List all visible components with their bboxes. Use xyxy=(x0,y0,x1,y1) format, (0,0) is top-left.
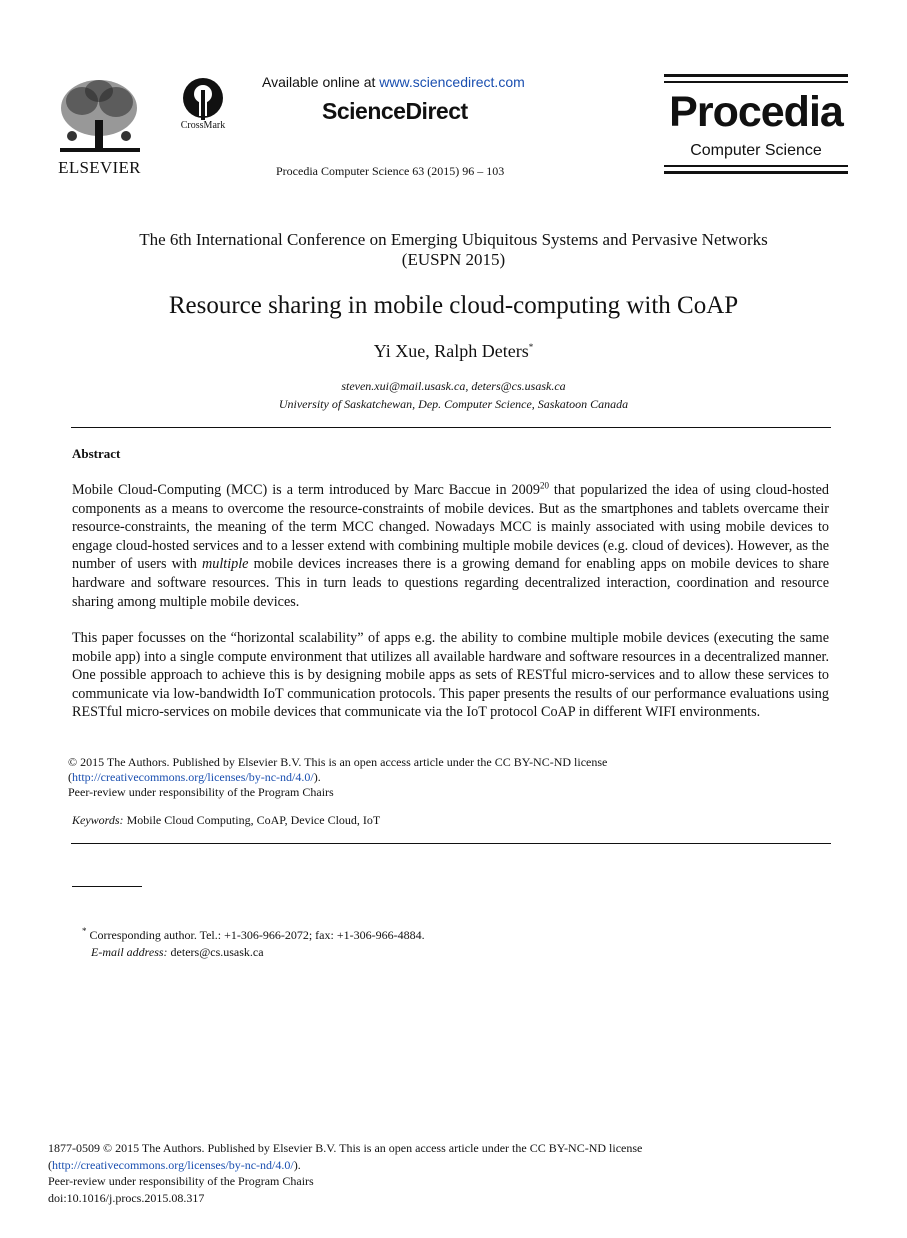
license-line: © 2015 The Authors. Published by Elsevier B.V. This is an open access article under the CC BY-NC-ND license xyxy=(68,755,608,769)
abstract-paragraph xyxy=(72,481,829,611)
emphasis: multiple xyxy=(201,556,249,573)
keywords-label: Keywords: xyxy=(72,813,124,827)
conference-name xyxy=(60,230,847,270)
conference-line: (EUSPN 2015) xyxy=(401,250,506,269)
peer-review-line: Peer-review under responsibility of the Program Chairs xyxy=(68,785,334,799)
affiliation: University of Saskatchewan, Dep. Computer Science, Saskatoon Canada xyxy=(278,397,629,411)
divider xyxy=(71,427,831,428)
license-notice xyxy=(68,755,607,800)
email-line xyxy=(82,944,425,961)
sciencedirect-link[interactable]: www.sciencedirect.com xyxy=(379,74,525,90)
license-link[interactable]: http://creativecommons.org/licenses/by-nc-nd/4.0/ xyxy=(72,770,314,784)
corresponding-mark: * xyxy=(528,342,534,352)
email-label: E-mail address: xyxy=(91,945,168,959)
email-address: deters@cs.usask.ca xyxy=(167,945,264,959)
publication-info xyxy=(48,1140,642,1206)
logo-bar xyxy=(664,74,848,77)
issn-license-line: 1877-0509 © 2015 The Authors. Published by Elsevier B.V. This is an open access article under the CC BY-NC-ND license xyxy=(48,1141,643,1155)
abstract-text: mobile devices increases there is a growing demand for enabling apps on mobile devices to share hardware and software resources. This in turn leads to questions regarding decentralized interaction, coordination and resource sharing among multiple mobile devices. xyxy=(72,556,829,610)
logo-bar xyxy=(664,81,848,83)
elsevier-wordmark: ELSEVIER xyxy=(58,158,141,177)
footnote-rule xyxy=(72,886,142,887)
procedia-title: Procedia xyxy=(669,88,843,136)
keywords xyxy=(72,813,380,828)
footnote xyxy=(82,927,425,961)
footnote-mark: * xyxy=(82,926,87,936)
corresponding-text: Corresponding author. Tel.: +1-306-966-2072; fax: +1-306-966-4884. xyxy=(86,928,425,942)
logo-bar xyxy=(664,171,848,174)
conference-line: The 6th International Conference on Emerging Ubiquitous Systems and Pervasive Networks xyxy=(139,230,768,249)
available-online-line xyxy=(262,74,525,90)
logo-bar xyxy=(664,165,848,167)
abstract-paragraph: This paper focusses on the “horizontal scalability” of apps e.g. the ability to combine multiple mobile devices (executing the same mobile app) into a single compute environment that utilizes all available hardware and software resources in a decentralized manner. One possible approach to achieve this is by designing mobile apps as sets of RESTful micro-services and to allow these services to communicate via low-bandwidth IoT communication protocols. This paper presents the results of our performance evaluations using RESTful micro-services on mobile devices that communicate via the IoT protocol CoAP in different WIFI environments. xyxy=(72,630,829,721)
journal-reference: Procedia Computer Science 63 (2015) 96 – 103 xyxy=(276,164,505,178)
abstract-text: Mobile Cloud-Computing (MCC) is a term introduced by Marc Baccue in 2009 xyxy=(72,482,540,498)
license-link[interactable]: http://creativecommons.org/licenses/by-nc-nd/4.0/ xyxy=(52,1157,294,1172)
author-emails: steven.xui@mail.usask.ca, deters@cs.usask.ca xyxy=(341,379,566,393)
corresponding-author xyxy=(82,927,425,944)
peer-review-line: Peer-review under responsibility of the Program Chairs xyxy=(48,1174,314,1188)
sciencedirect-logo: ScienceDirect xyxy=(322,98,468,124)
procedia-subtitle: Computer Science xyxy=(690,142,822,159)
author-names: Yi Xue, Ralph Deters xyxy=(373,341,529,361)
paper-title: Resource sharing in mobile cloud-computing with CoAP xyxy=(168,292,739,319)
doi[interactable]: doi:10.1016/j.procs.2015.08.317 xyxy=(48,1190,205,1205)
keywords-values: Mobile Cloud Computing, CoAP, Device Cloud, IoT xyxy=(123,813,381,827)
license-url-line: (http://creativecommons.org/licenses/by-nc-nd/4.0/). xyxy=(68,770,321,784)
divider xyxy=(71,843,831,844)
abstract-text: that popularized the idea of using cloud-hosted components as a means to overcome the resource-constraints of mobile devices. But as the smartphones and tablets overcame their resource-constraints, the meaning of the term MCC changed. Nowadays MCC is mainly associated with using mobile devices to engage cloud-hosted services and to a lesser extend with combining multiple mobile devices (e.g. cloud of devices). However, as the number of users with xyxy=(72,482,829,573)
citation-ref[interactable]: 20 xyxy=(539,480,549,491)
license-url-line: (http://creativecommons.org/licenses/by-nc-nd/4.0/). xyxy=(48,1157,301,1172)
crossmark-label: CrossMark xyxy=(180,120,226,131)
authors xyxy=(60,341,847,362)
available-prefix: Available online at xyxy=(262,74,380,90)
abstract-heading: Abstract xyxy=(72,446,121,461)
procedia-logo xyxy=(664,74,848,176)
